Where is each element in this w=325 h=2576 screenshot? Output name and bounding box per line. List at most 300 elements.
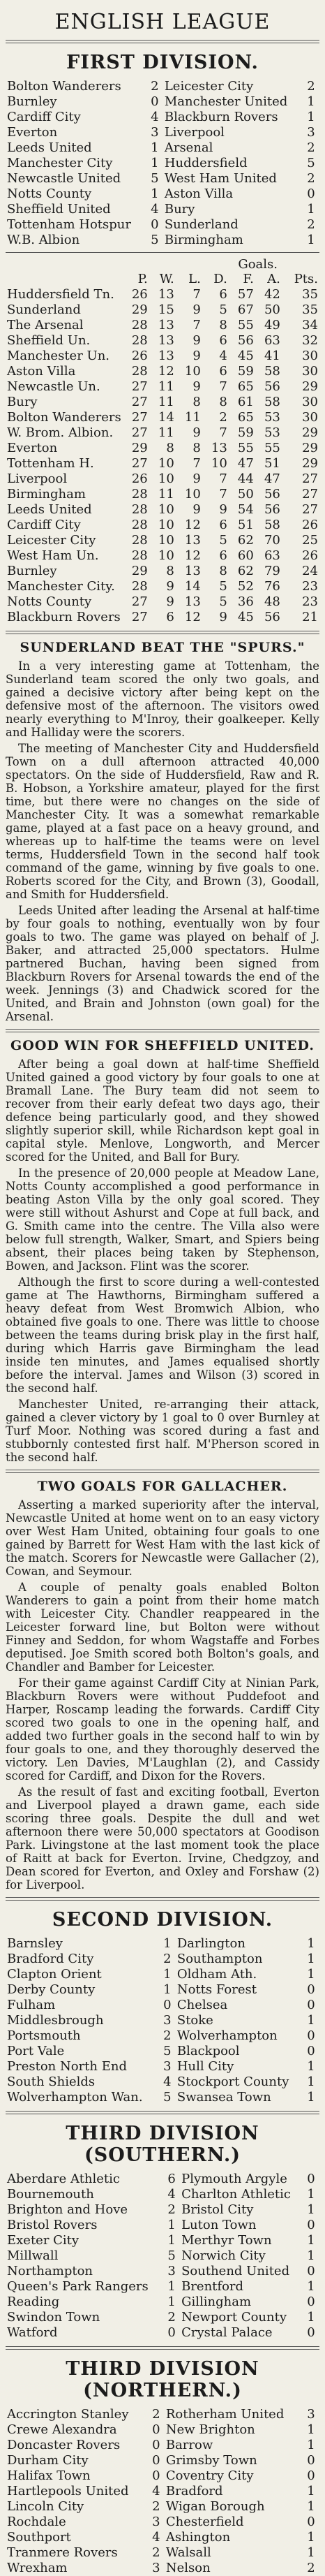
away-team: Sunderland xyxy=(164,217,239,232)
table-row xyxy=(6,425,319,441)
table-cell: 9 xyxy=(166,579,174,594)
away-team: Brentford xyxy=(181,2279,244,2294)
result-row xyxy=(6,233,319,248)
table-row xyxy=(6,379,319,395)
home-score: 0 xyxy=(167,2325,176,2340)
table-row xyxy=(6,456,319,471)
home-team: Sheffield United xyxy=(7,202,111,217)
away-team: Hull City xyxy=(176,2059,234,2074)
table-cell: 23 xyxy=(302,594,318,609)
home-team: Wolverhampton Wan. xyxy=(7,2090,143,2105)
result-row xyxy=(6,2218,319,2233)
table-cell: 55 xyxy=(264,441,280,455)
table-cell: 14 xyxy=(158,410,174,425)
story-paragraph: Manchester United, re-arranging their attack, gained a clever victory by 1 goal to 0 over Burnley at Turf Moor. Nothing was scored during a fast and stubbornly contested first half. M'Pherson scored in the second half. xyxy=(6,1398,319,1464)
home-team: South Shields xyxy=(7,2074,96,2089)
away-team: Ashington xyxy=(165,2530,231,2545)
table-header: W. xyxy=(159,272,174,286)
club-name: Tottenham H. xyxy=(7,456,94,471)
away-score: 1 xyxy=(307,2090,315,2105)
table-cell: 28 xyxy=(131,364,148,379)
away-score: 0 xyxy=(307,2453,315,2468)
table-cell: 10 xyxy=(158,471,174,486)
table-cell: 28 xyxy=(131,318,148,332)
away-score: 1 xyxy=(307,1952,315,1966)
home-score: 2 xyxy=(151,79,159,94)
away-team: Nelson xyxy=(165,2561,211,2575)
table-cell: 28 xyxy=(131,548,148,563)
club-name: West Ham Un. xyxy=(7,548,99,563)
table-cell: 27 xyxy=(131,379,148,394)
home-team: Wrexham xyxy=(7,2561,68,2575)
table-cell: 56 xyxy=(237,333,254,348)
away-team: Newport County xyxy=(181,2310,287,2325)
divider xyxy=(6,252,319,253)
goals-label: Goals. xyxy=(238,257,278,272)
table-row xyxy=(6,487,319,502)
table-cell: 5 xyxy=(219,533,227,548)
table-cell: 8 xyxy=(219,318,227,332)
home-team: Rochdale xyxy=(7,2515,66,2529)
club-name: Cardiff City xyxy=(7,518,81,532)
result-row xyxy=(6,2187,319,2202)
table-cell: 35 xyxy=(302,287,318,302)
divider xyxy=(6,2346,319,2350)
table-row xyxy=(6,610,319,625)
table-row xyxy=(6,410,319,425)
away-score: 1 xyxy=(307,2202,315,2217)
home-score: 0 xyxy=(152,2468,160,2483)
home-team: Tottenham Hotspur xyxy=(7,217,131,232)
home-score: 4 xyxy=(152,2484,160,2498)
table-cell: 4 xyxy=(219,349,227,363)
club-name: Bury xyxy=(7,395,38,409)
home-team: Queen's Park Rangers xyxy=(7,2279,149,2294)
home-team: Halifax Town xyxy=(7,2468,91,2483)
result-row xyxy=(6,156,319,171)
home-score: 1 xyxy=(167,2218,176,2232)
home-score: 3 xyxy=(152,2561,160,2575)
third-north-heading: THIRD DIVISION (NORTHERN.) xyxy=(66,2358,259,2401)
result-row xyxy=(6,2059,319,2074)
result-row xyxy=(6,2484,319,2499)
table-cell: 59 xyxy=(237,364,254,379)
away-score: 1 xyxy=(307,2074,315,2089)
table-cell: 27 xyxy=(302,471,318,486)
table-cell: 10 xyxy=(211,456,227,471)
result-row xyxy=(6,2407,319,2422)
table-cell: 8 xyxy=(192,395,201,409)
away-team: Crystal Palace xyxy=(181,2325,273,2340)
table-cell: 10 xyxy=(158,548,174,563)
table-cell: 57 xyxy=(237,287,254,302)
home-score: 2 xyxy=(167,2310,176,2325)
table-cell: 5 xyxy=(219,302,227,317)
away-score: 3 xyxy=(307,2407,315,2422)
home-team: Millwall xyxy=(7,2248,59,2263)
result-row xyxy=(6,140,319,156)
table-cell: 47 xyxy=(264,471,280,486)
away-score: 1 xyxy=(307,2530,315,2545)
result-row xyxy=(6,1952,319,1967)
table-cell: 28 xyxy=(131,533,148,548)
table-cell: 29 xyxy=(131,564,148,578)
table-cell: 11 xyxy=(158,395,174,409)
table-cell: 76 xyxy=(264,579,280,594)
away-team: Wigan Borough xyxy=(165,2499,265,2514)
table-cell: 8 xyxy=(219,395,227,409)
home-team: Leeds United xyxy=(7,140,92,155)
table-cell: 8 xyxy=(219,564,227,578)
table-cell: 10 xyxy=(158,518,174,532)
table-cell: 56 xyxy=(264,502,280,517)
home-team: Southport xyxy=(7,2530,71,2545)
club-name: Blackburn Rovers xyxy=(7,610,121,624)
club-name: Birmingham xyxy=(7,487,86,502)
table-cell: 9 xyxy=(192,425,201,440)
table-cell: 28 xyxy=(131,579,148,594)
table-row xyxy=(6,287,319,302)
away-score: 2 xyxy=(307,2561,315,2575)
away-team: Huddersfield xyxy=(164,156,248,170)
away-score: 1 xyxy=(307,2059,315,2074)
table-cell: 27 xyxy=(302,487,318,502)
table-cell: 28 xyxy=(131,487,148,502)
home-team: Port Vale xyxy=(7,2044,65,2058)
table-cell: 10 xyxy=(158,456,174,471)
result-row xyxy=(6,2028,319,2044)
home-score: 3 xyxy=(167,2264,176,2278)
table-row xyxy=(6,471,319,487)
away-team: Stockport County xyxy=(176,2074,289,2089)
table-cell: 30 xyxy=(302,349,318,363)
table-header: P. xyxy=(137,272,148,286)
table-cell: 51 xyxy=(237,518,254,532)
result-row xyxy=(6,2438,319,2453)
away-score: 1 xyxy=(307,2545,315,2560)
home-team: Northampton xyxy=(7,2264,93,2278)
away-score: 1 xyxy=(307,2438,315,2452)
club-name: Aston Villa xyxy=(7,364,76,379)
result-row xyxy=(6,2530,319,2545)
away-score: 0 xyxy=(307,2295,315,2309)
table-row xyxy=(6,564,319,579)
away-score: 1 xyxy=(307,2422,315,2437)
club-name: Leicester City xyxy=(7,533,96,548)
away-team: Norwich City xyxy=(181,2248,266,2263)
club-name: Sheffield Un. xyxy=(7,333,91,348)
home-score: 5 xyxy=(163,2044,172,2058)
table-cell: 27 xyxy=(131,410,148,425)
table-cell: 50 xyxy=(264,302,280,317)
home-team: Brighton and Hove xyxy=(7,2202,128,2217)
table-cell: 10 xyxy=(158,533,174,548)
table-cell: 30 xyxy=(302,395,318,409)
away-team: Barrow xyxy=(165,2438,213,2452)
table-row xyxy=(6,318,319,333)
divider xyxy=(6,631,319,634)
table-cell: 12 xyxy=(158,364,174,379)
home-score: 6 xyxy=(167,2172,176,2186)
club-name: W. Brom. Albion. xyxy=(7,425,114,440)
table-cell: 65 xyxy=(237,379,254,394)
table-header: A. xyxy=(267,272,280,286)
result-row xyxy=(6,2248,319,2264)
home-team: Bristol Rovers xyxy=(7,2218,98,2232)
table-cell: 11 xyxy=(184,410,201,425)
second-division-results xyxy=(6,1936,319,2105)
table-header: D. xyxy=(213,272,227,286)
home-team: Burnley xyxy=(7,94,57,109)
table-cell: 27 xyxy=(131,395,148,409)
home-score: 1 xyxy=(163,1967,172,1982)
table-row xyxy=(6,441,319,456)
table-cell: 7 xyxy=(192,456,201,471)
away-team: Birmingham xyxy=(164,233,243,247)
away-score: 1 xyxy=(307,2013,315,2028)
table-header-blank xyxy=(6,272,123,287)
result-row xyxy=(6,79,319,94)
table-cell: 30 xyxy=(302,410,318,425)
result-row xyxy=(6,2074,319,2090)
divider xyxy=(6,40,319,43)
table-row xyxy=(6,533,319,548)
home-score: 1 xyxy=(151,186,159,201)
result-row xyxy=(6,2295,319,2310)
third-south-results xyxy=(6,2172,319,2341)
result-row xyxy=(6,2499,319,2515)
result-row xyxy=(6,2325,319,2341)
result-row xyxy=(6,217,319,233)
club-name: The Arsenal xyxy=(7,318,84,332)
league-table xyxy=(6,272,319,625)
away-team: Luton Town xyxy=(181,2218,257,2232)
second-division-heading: SECOND DIVISION. xyxy=(52,1909,273,1931)
table-cell: 63 xyxy=(264,548,280,563)
table-cell: 35 xyxy=(302,302,318,317)
table-cell: 13 xyxy=(158,287,174,302)
away-team: Grimsby Town xyxy=(165,2453,257,2468)
table-cell: 9 xyxy=(192,502,201,517)
table-cell: 7 xyxy=(219,379,227,394)
away-score: 1 xyxy=(307,233,315,247)
table-cell: 26 xyxy=(131,287,148,302)
table-cell: 30 xyxy=(302,364,318,379)
table-cell: 12 xyxy=(184,610,201,624)
table-cell: 28 xyxy=(131,502,148,517)
table-cell: 26 xyxy=(302,548,318,563)
story-paragraph: For their game against Cardiff City at Ninian Park, Blackburn Rovers were without Puddefoot and Harper, Roscamp leading the forwards. Cardiff City scored two goals to one in the opening half, and added two further goals in the second half to win by four goals to one, and they thoroughly deserved the victory. Len Davies, M'Laughlan (2), and Cassidy scored for Cardiff, and Dixon for the Rovers. xyxy=(6,1676,319,1783)
table-cell: 6 xyxy=(219,364,227,379)
home-score: 4 xyxy=(151,202,159,217)
table-cell: 6 xyxy=(166,610,174,624)
table-cell: 52 xyxy=(237,579,254,594)
home-score: 3 xyxy=(151,125,159,140)
result-row xyxy=(6,2233,319,2248)
home-score: 2 xyxy=(163,1952,172,1966)
home-team: Durham City xyxy=(7,2453,89,2468)
table-cell: 11 xyxy=(158,487,174,502)
home-team: Derby County xyxy=(7,1982,96,1997)
table-cell: 29 xyxy=(302,456,318,471)
table-row xyxy=(6,302,319,318)
away-team: Gillingham xyxy=(181,2295,252,2309)
home-team: Everton xyxy=(7,125,58,140)
table-cell: 26 xyxy=(302,518,318,532)
away-team: Coventry City xyxy=(165,2468,254,2483)
away-score: 0 xyxy=(307,1982,315,1997)
table-cell: 8 xyxy=(192,441,201,455)
home-score: 3 xyxy=(152,2515,160,2529)
home-score: 2 xyxy=(152,2499,160,2514)
table-cell: 13 xyxy=(158,333,174,348)
result-row xyxy=(6,2468,319,2484)
home-team: Doncaster Rovers xyxy=(7,2438,121,2452)
home-team: Notts County xyxy=(7,186,92,201)
table-cell: 15 xyxy=(158,302,174,317)
divider xyxy=(6,1897,319,1901)
home-team: Accrington Stanley xyxy=(7,2407,129,2422)
table-cell: 55 xyxy=(237,441,254,455)
home-score: 3 xyxy=(163,2059,172,2074)
table-cell: 54 xyxy=(237,502,254,517)
home-team: Bournemouth xyxy=(7,2187,94,2202)
away-team: Swansea Town xyxy=(176,2090,271,2105)
table-cell: 6 xyxy=(219,287,227,302)
table-cell: 56 xyxy=(264,487,280,502)
table-cell: 32 xyxy=(302,333,318,348)
table-cell: 56 xyxy=(264,610,280,624)
table-cell: 26 xyxy=(131,349,148,363)
table-cell: 62 xyxy=(237,564,254,578)
away-team: Darlington xyxy=(176,1936,245,1951)
table-row xyxy=(6,518,319,533)
home-score: 0 xyxy=(151,94,159,109)
away-score: 2 xyxy=(307,140,315,155)
home-team: Crewe Alexandra xyxy=(7,2422,117,2437)
club-name: Bolton Wanderers xyxy=(7,410,121,425)
table-row xyxy=(6,333,319,349)
away-score: 2 xyxy=(307,79,315,94)
result-row xyxy=(6,2013,319,2028)
away-score: 0 xyxy=(307,2264,315,2278)
divider xyxy=(6,2111,319,2114)
table-cell: 50 xyxy=(237,487,254,502)
table-cell: 11 xyxy=(158,379,174,394)
story-paragraph: The meeting of Manchester City and Huddersfield Town on a dull afternoon attracted 40,000 spectators. On the side of Huddersfield, Raw and R. B. Hobson, a Yorkshire amateur, played for the first time, but there were no changes on the side of Manchester City. It was a somewhat remarkable game, played at a fast pace on a heavy ground, and whereas up to half-time the teams were on level terms, Huddersfield Town in the second half took command of the game, winning by five goals to one. Roberts scored for the City, and Brown (3), Goodall, and Smith for Huddersfield. xyxy=(6,742,319,901)
table-cell: 28 xyxy=(131,333,148,348)
table-cell: 36 xyxy=(237,594,254,609)
club-name: Manchester City. xyxy=(7,579,115,594)
story-title: SUNDERLAND BEAT THE "SPURS." xyxy=(20,640,305,655)
story-paragraph: After being a goal down at half-time Sheffield United gained a good victory by four goals to one at Bramall Lane. The Bury team did not seem to recover from their early defeat two days ago, their defence being particularly good, and they showed slightly superior skill, while Richardson kept goal in capital style. Menlove, Longworth, and Mercer scored for the United, and Ball for Bury. xyxy=(6,1058,319,1164)
away-score: 1 xyxy=(307,2187,315,2202)
story-paragraph: Asserting a marked superiority after the interval, Newcastle United at home went on to an easy victory over West Ham United, obtaining four goals to one gained by Barrett for West Ham with the last kick of the match. Scorers for Newcastle were Gallacher (2), Cowan, and Seymour. xyxy=(6,1498,319,1578)
away-score: 0 xyxy=(307,2325,315,2340)
home-score: 4 xyxy=(152,2530,160,2545)
table-row xyxy=(6,502,319,518)
table-cell: 41 xyxy=(264,349,280,363)
away-score: 1 xyxy=(307,2233,315,2248)
table-cell: 9 xyxy=(192,349,201,363)
story-title: GOOD WIN FOR SHEFFIELD UNITED. xyxy=(10,1038,315,1053)
table-cell: 63 xyxy=(264,333,280,348)
table-cell: 9 xyxy=(219,502,227,517)
away-team: Oldham Ath. xyxy=(176,1967,257,1982)
table-cell: 29 xyxy=(302,379,318,394)
table-cell: 65 xyxy=(237,410,254,425)
table-cell: 13 xyxy=(211,441,227,455)
away-score: 5 xyxy=(307,156,315,170)
result-row xyxy=(6,2264,319,2279)
table-cell: 10 xyxy=(184,364,201,379)
home-score: 1 xyxy=(163,1982,172,1997)
away-score: 1 xyxy=(307,202,315,217)
result-row xyxy=(6,2279,319,2295)
first-division-heading: FIRST DIVISION. xyxy=(66,52,259,73)
home-score: 5 xyxy=(151,171,159,186)
table-row xyxy=(6,395,319,410)
table-cell: 6 xyxy=(219,333,227,348)
story-paragraph: Leeds United after leading the Arsenal at half-time by four goals to nothing, eventually won by four goals to two. The game was played on behalf of J. Baker, and attracted 25,000 spectators. Hulme partnered Buchan, having been signed from Blackburn Rovers for Arsenal towards the end of the week. Jennings (3) and Chadwick scored for the United, and Brain and Johnston (own goal) for the Arsenal. xyxy=(6,904,319,1023)
table-cell: 58 xyxy=(264,518,280,532)
table-cell: 14 xyxy=(184,579,201,594)
table-cell: 61 xyxy=(237,395,254,409)
table-row xyxy=(6,579,319,594)
home-score: 5 xyxy=(167,2248,176,2263)
table-cell: 7 xyxy=(192,318,201,332)
story-paragraph: As the result of fast and exciting football, Everton and Liverpool played a drawn game, each side scoring three goals. Despite the dull and wet afternoon there were 50,000 spectators at Goodison Park. Livingstone at the last moment took the place of Raitt at back for Everton. Irvine, Chedgzoy, and Dean scored for Everton, and Oxley and Forshaw (2) for Liverpool. xyxy=(6,1785,319,1891)
home-team: Aberdare Athletic xyxy=(7,2172,120,2186)
away-team: Leicester City xyxy=(164,79,254,94)
home-score: 0 xyxy=(151,217,159,232)
table-cell: 34 xyxy=(302,318,318,332)
away-score: 0 xyxy=(307,2028,315,2043)
home-team: Cardiff City xyxy=(7,110,81,124)
home-team: Hartlepools United xyxy=(7,2484,129,2498)
table-cell: 13 xyxy=(184,533,201,548)
story-paragraph: In the presence of 20,000 people at Meadow Lane, Notts County accomplished a good performance in beating Aston Villa by the only goal scored. They were still without Ashurst and Cope at full back, and G. Smith came into the centre. The Villa also were below full strength, Walker, Smart, and Spiers being absent, their places being taken by Stephenson, Bowen, and Jackson. Flint was the scorer. xyxy=(6,1166,319,1273)
club-name: Leeds United xyxy=(7,502,92,517)
result-row xyxy=(6,1967,319,1982)
table-cell: 58 xyxy=(264,364,280,379)
result-row xyxy=(6,1998,319,2013)
away-score: 1 xyxy=(307,1967,315,1982)
table-cell: 24 xyxy=(302,564,318,578)
table-cell: 56 xyxy=(264,379,280,394)
away-score: 1 xyxy=(307,2279,315,2294)
table-cell: 60 xyxy=(237,548,254,563)
away-score: 0 xyxy=(307,2468,315,2483)
home-score: 1 xyxy=(167,2279,176,2294)
home-team: Preston North End xyxy=(7,2059,127,2074)
table-cell: 21 xyxy=(302,610,318,624)
table-cell: 27 xyxy=(302,502,318,517)
club-name: Sunderland xyxy=(7,302,81,317)
result-row xyxy=(6,186,319,202)
home-team: Swindon Town xyxy=(7,2310,100,2325)
table-cell: 59 xyxy=(237,425,254,440)
story-paragraph: In a very interesting game at Tottenham, the Sunderland team scored the only two goals, and gained a decisive victory after being kept on the defensive most of the afternoon. The visitors owed nearly everything to M'Inroy, their goalkeeper. Kelly and Halliday were the scorers. xyxy=(6,659,319,739)
table-cell: 44 xyxy=(237,471,254,486)
club-name: Liverpool xyxy=(7,471,68,486)
away-score: 0 xyxy=(307,2044,315,2058)
away-team: Chelsea xyxy=(176,1998,228,2012)
result-row xyxy=(6,110,319,125)
club-name: Everton xyxy=(7,441,58,455)
table-cell: 67 xyxy=(237,302,254,317)
result-row xyxy=(6,2453,319,2468)
